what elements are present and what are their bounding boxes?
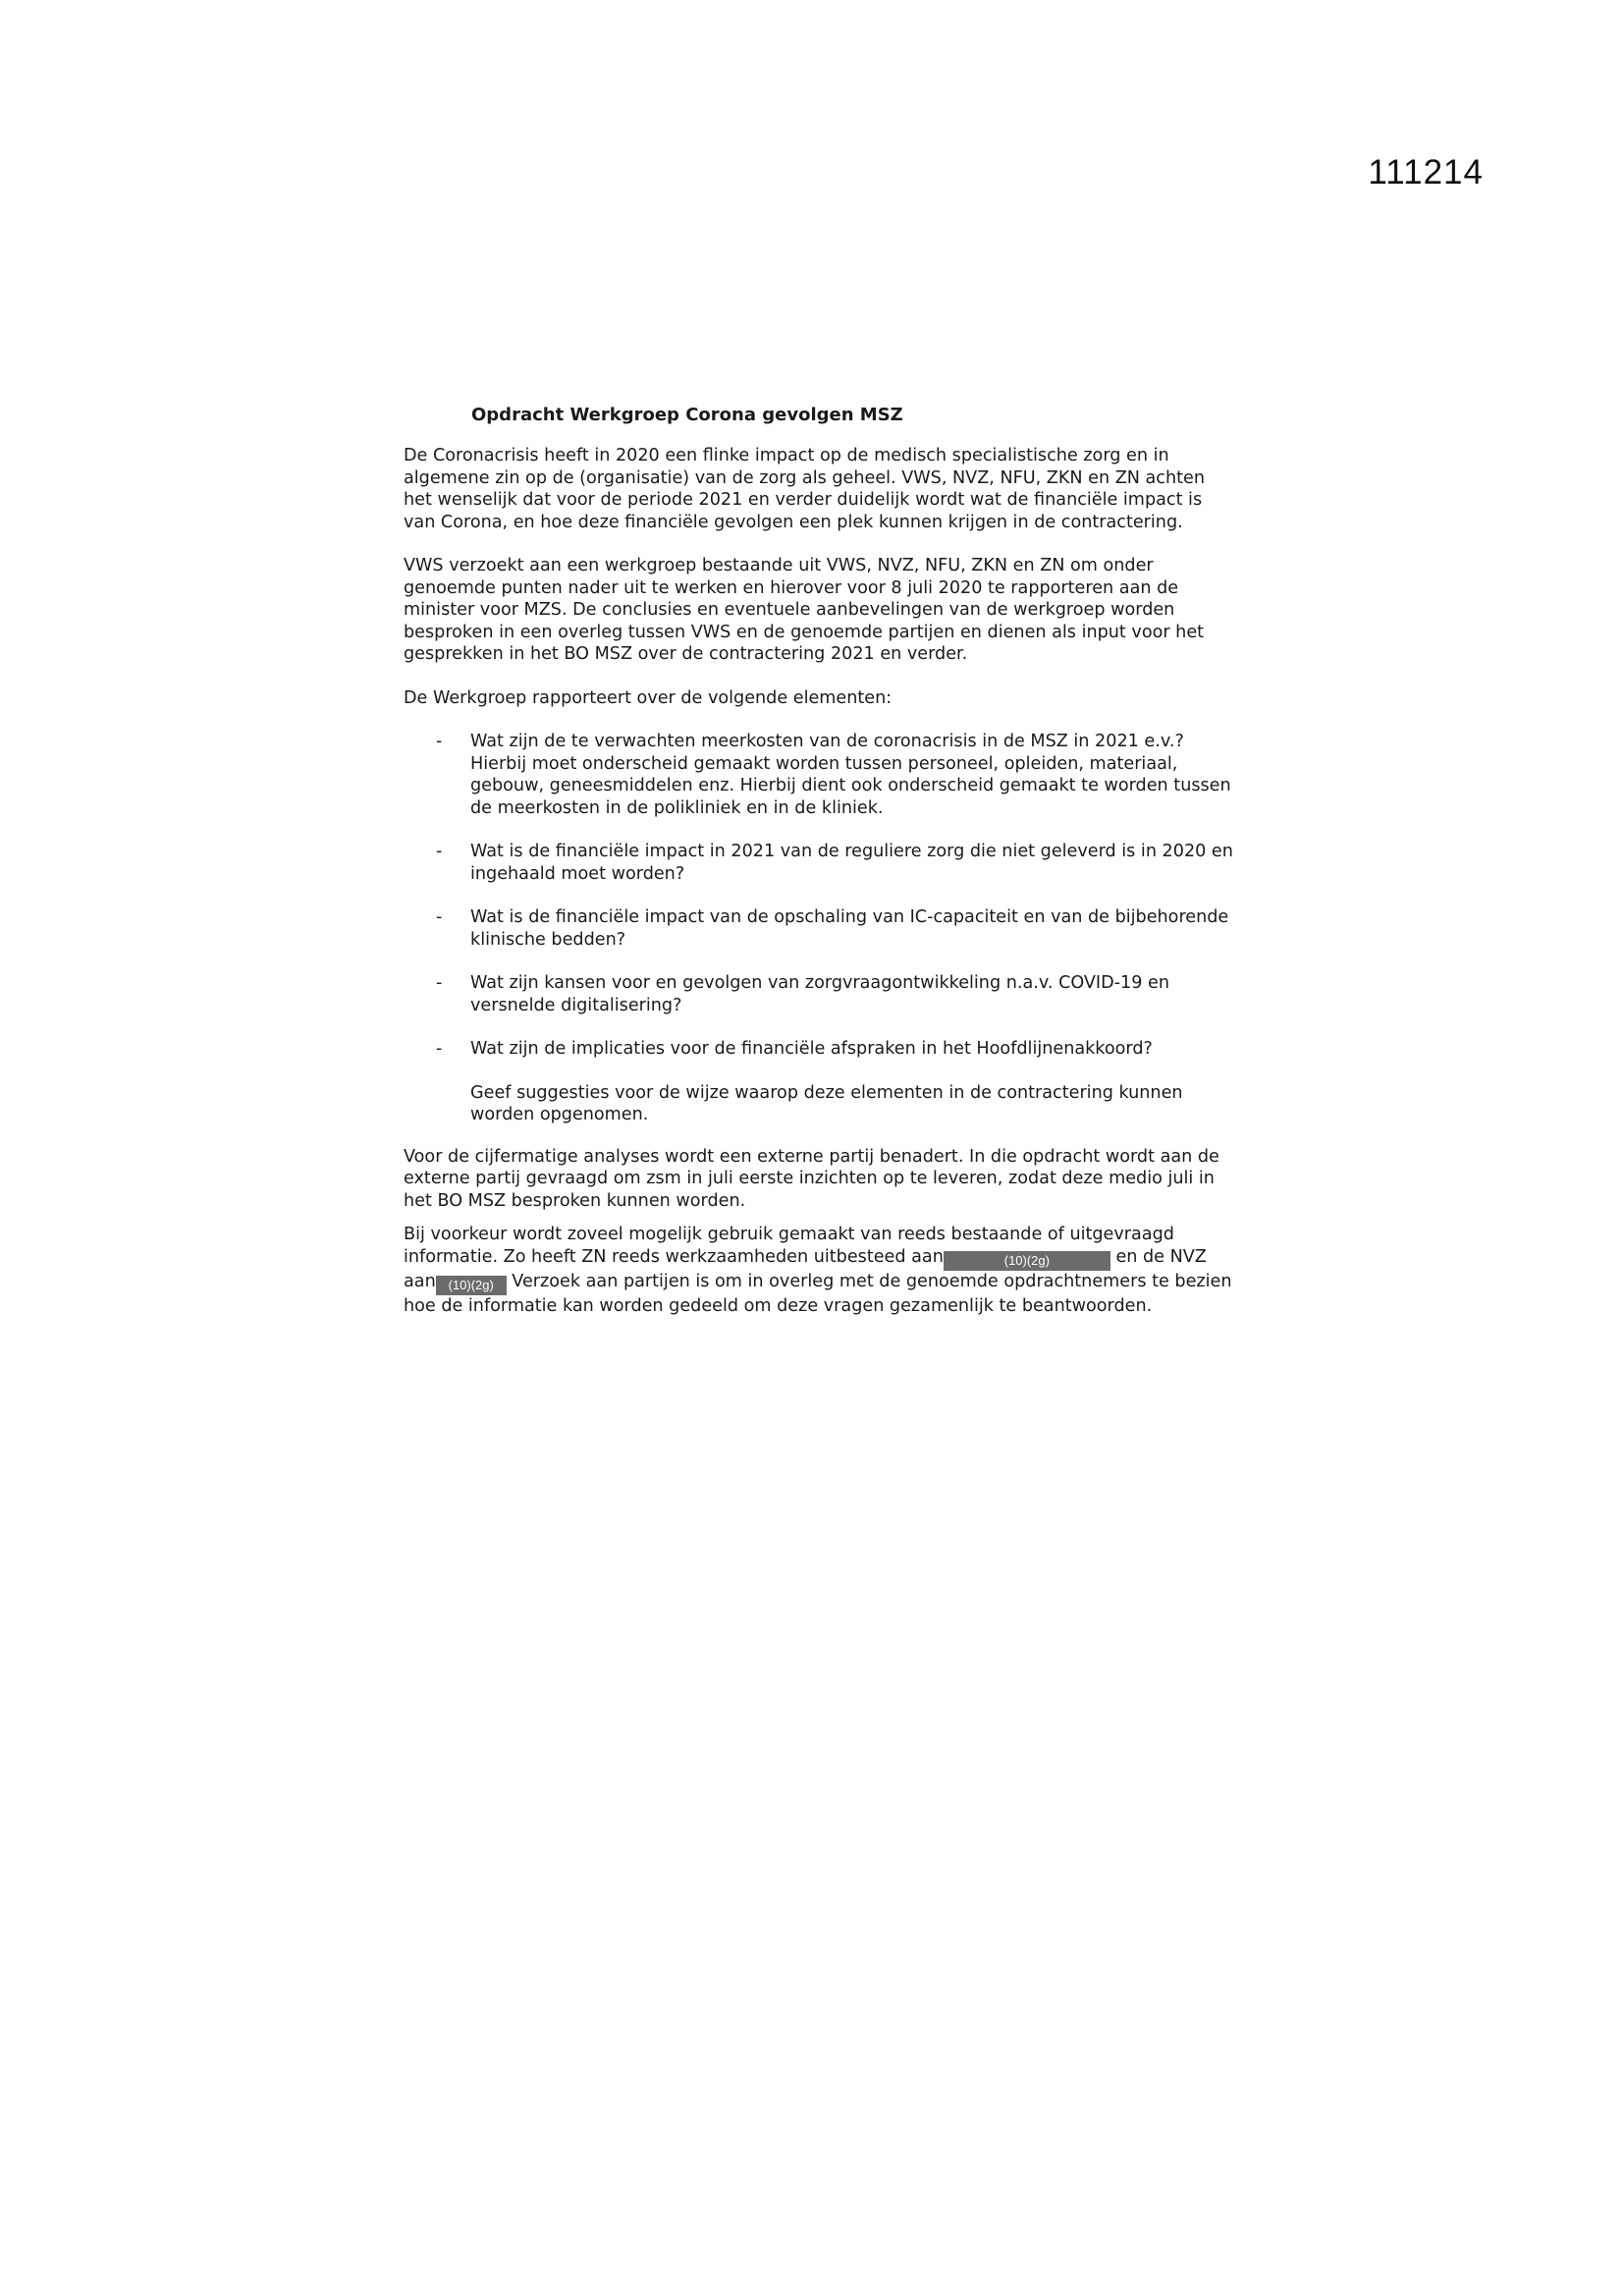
paragraph-text-part1: Bij voorkeur wordt zoveel mogelijk gebruik gemaakt van reeds bestaande of uitgevraagd informatie. Zo heeft ZN reeds werkzaamheden uitbesteed aan — [404, 1225, 1174, 1267]
paragraph-request: VWS verzoekt aan een werkgroep bestaande uit VWS, NVZ, NFU, ZKN en ZN om onder genoemde punten nader uit te werken en hierover voor 8 juli 2020 te rapporteren aan de minister voor MZS. De conclusies en eventuele aanbevelingen van de werkgroep worden besproken in een overleg tussen VWS en de genoemde partijen en dienen als input voor het gesprekken in het BO MSZ over de contractering 2021 en verder. — [404, 556, 1205, 664]
list-item — [404, 1038, 1238, 1061]
bullet-dash: - — [436, 1039, 443, 1059]
paragraph-text-part2: en de NVZ aan — [404, 1246, 1207, 1291]
redaction-box: (10)(2g) — [436, 1276, 507, 1295]
paragraph-intro: De Coronacrisis heeft in 2020 een flinke impact op de medisch specialistische zorg en in algemene zin op de (organisatie) van de zorg als geheel. VWS, NVZ, NFU, ZKN en ZN achten het wenselijk dat voor de periode 2021 en verder duidelijk wordt wat de financiële impact is van Corona, en hoe deze financiële gevolgen een plek kunnen krijgen in de contractering. — [404, 446, 1205, 532]
bullet-dash: - — [436, 732, 443, 751]
list-item-text: Wat zijn de implicaties voor de financiële afspraken in het Hoofdlijnenakkoord? — [470, 1039, 1153, 1059]
list-item-text: Wat zijn de te verwachten meerkosten van de coronacrisis in de MSZ in 2021 e.v.? Hierbij moet onderscheid gemaakt worden tussen personeel, opleiden, materiaal, gebouw, geneesmiddelen enz. Hierbij dient ook onderscheid gemaakt te worden tussen de meerkosten in de polikliniek en in de kliniek. — [470, 732, 1231, 818]
list-item-text: Wat zijn kansen voor en gevolgen van zorgvraagontwikkeling n.a.v. COVID-19 en versnelde digitalisering? — [470, 973, 1169, 1015]
list-item — [404, 731, 1238, 819]
document-body — [404, 405, 1238, 1339]
document-title: Opdracht Werkgroep Corona gevolgen MSZ — [471, 405, 903, 425]
redaction-box: (10)(2g) — [944, 1251, 1110, 1271]
bullet-dash: - — [436, 842, 443, 861]
list-item — [404, 841, 1238, 885]
list-item-text: Wat is de financiële impact in 2021 van de reguliere zorg die niet geleverd is in 2020 en ingehaald moet worden? — [470, 842, 1233, 884]
paragraph-existing-info — [404, 1224, 1238, 1317]
paragraph-text-part3: Verzoek aan partijen is om in overleg met de genoemde opdrachtnemers te bezien hoe de informatie kan worden gedeeld om deze vragen gezamenlijk te beantwoorden. — [404, 1271, 1232, 1316]
paragraph-elements-intro: De Werkgroep rapporteert over de volgende elementen: — [404, 687, 893, 708]
bullet-dash: - — [436, 973, 443, 993]
elements-list — [404, 731, 1238, 1061]
list-item — [404, 972, 1238, 1016]
bullet-dash: - — [436, 907, 443, 927]
list-item-text: Wat is de financiële impact van de opschaling van IC-capaciteit en van de bijbehorende klinische bedden? — [470, 907, 1229, 950]
paragraph-analysis: Voor de cijfermatige analyses wordt een externe partij benadert. In die opdracht wordt aan de externe partij gevraagd om zsm in juli eerste inzichten op te leveren, zodat deze medio juli in het BO MSZ besproken kunnen worden. — [404, 1146, 1219, 1211]
suggestions-note: Geef suggesties voor de wijze waarop deze elementen in de contractering kunnen worden opgenomen. — [470, 1082, 1183, 1124]
document-number: 111214 — [1368, 153, 1484, 191]
list-item — [404, 906, 1238, 951]
